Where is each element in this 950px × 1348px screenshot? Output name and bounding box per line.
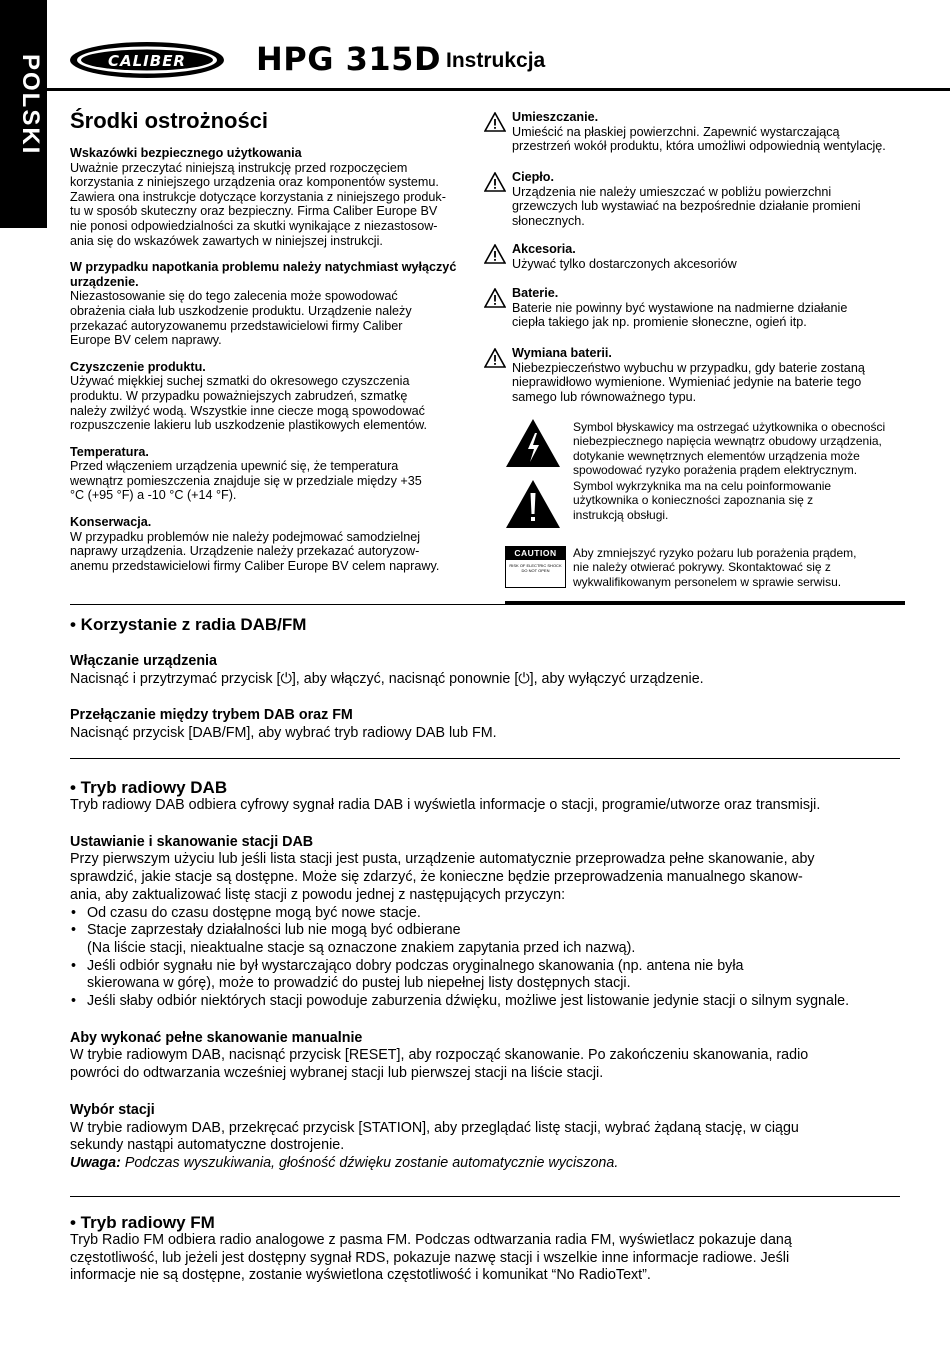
- precaution-title: W przypadku napotkania problemu należy natychmiast wyłączyć urządzenie.: [70, 260, 457, 289]
- text-line: powróci do odtwarzania wcześniej wybranej stacji lub pierwszej stacji na liście stacji.: [70, 1065, 604, 1082]
- text-line: nie należy otwierać pokrywy. Skontaktować się z: [573, 560, 831, 575]
- section-rule: [70, 1196, 900, 1197]
- warning-text: [512, 110, 904, 154]
- warning-text: [512, 242, 904, 271]
- warning-triangle-icon: [484, 244, 506, 264]
- station-select-title: Wybór stacji: [70, 1101, 155, 1118]
- text-line: Baterie nie powinny być wystawione na nadmierne działanie: [512, 300, 848, 315]
- warning-text: [512, 286, 904, 330]
- text-line: (Na liście stacji, nieaktualne stacje są oznaczone znakiem zapytania przed ich nazwą).: [87, 939, 636, 956]
- fm-mode-content: [70, 1232, 905, 1285]
- power-text: Nacisnąć i przytrzymać przycisk [⏻], aby włączyć, nacisnąć ponownie [⏻], aby wyłączyć urządzenie.: [70, 670, 704, 687]
- symbol-text: [573, 420, 905, 478]
- text-line: informacje nie są dostępne, zostanie wyświetlona częstotliwość i komunikat “No RadioText”.: [70, 1267, 651, 1284]
- text-line: ania, aby zaktualizować listę stacji z powodu jednej z następujących przyczyn:: [70, 886, 566, 903]
- precaution-block: [70, 445, 470, 503]
- text-line: W trybie radiowym DAB, przekręcać przycisk [STATION], aby przeglądać listę stacji, wybrać żądaną stację, w ciągu: [70, 1119, 799, 1136]
- note-label: Uwaga:: [70, 1154, 121, 1171]
- text-line: Niebezpieczeństwo wybuchu w przypadku, gdy baterie zostaną: [512, 360, 865, 375]
- precaution-block: [70, 515, 470, 573]
- text-line: niebezpiecznego napięcia wewnątrz obudowy urządzenia,: [573, 434, 882, 449]
- header-rule: [47, 88, 950, 91]
- text-line: użytkownika o konieczności zapoznania się z: [573, 493, 814, 508]
- scan-title: Ustawianie i skanowanie stacji DAB: [70, 833, 314, 850]
- dab-intro: Tryb radiowy DAB odbiera cyfrowy sygnał radia DAB i wyświetla informacje o stacji, programie/utworze oraz transmisji.: [70, 797, 821, 813]
- text-line: nie ponosi odpowiedzialności za skutki wynikające z niezastosow-: [70, 218, 438, 233]
- section-rule: [70, 758, 900, 759]
- text-line: sprawdzić, jakie stacje są dostępne. Może się zdarzyć, że konieczne będzie przeprowadzenia manualnego skanow-: [70, 869, 803, 886]
- text-line: nieprawidłowo wymienione. Wymieniać jedynie na baterie tego: [512, 375, 862, 390]
- warning-triangle-icon: [484, 288, 506, 308]
- text-line: ciepła takiego jak np. promienie słoneczne, ogień itp.: [512, 315, 807, 330]
- scan-text: [70, 851, 905, 904]
- dab-fm-content: [70, 653, 905, 743]
- language-label: POLSKI: [17, 54, 44, 156]
- switch-title: Przełączanie między trybem DAB oraz FM: [70, 707, 353, 724]
- list-item: [70, 922, 905, 957]
- text-line: Tryb Radio FM odbiera radio analogowe z pasma FM. Podczas odtwarzania radia FM, wyświetlacz pokazuje daną: [70, 1232, 792, 1248]
- warning-triangle-icon: [484, 348, 506, 368]
- precaution-title: Wskazówki bezpiecznego użytkowania: [70, 146, 302, 160]
- station-select-text: [70, 1120, 905, 1155]
- precaution-block: [70, 146, 470, 248]
- text-line: rozpuszczenie lakieru lub uszkodzenie plastikowych elementów.: [70, 418, 428, 433]
- text-line: Aby zmniejszyć ryzyko pożaru lub porażenia prądem,: [573, 546, 857, 560]
- note: [70, 1155, 905, 1173]
- warning-item: [484, 242, 904, 271]
- warning-title: Wymiana baterii.: [512, 346, 612, 360]
- text-line: Przy pierwszym użyciu lub jeśli lista stacji jest pusta, urządzenie automatycznie przeprowadza pełne skanowanie, aby: [70, 851, 815, 868]
- warning-text: [512, 346, 904, 404]
- logo-text: CALIBER: [108, 52, 186, 70]
- precaution-title: Czyszczenie produktu.: [70, 359, 206, 374]
- text-line: W trybie radiowym DAB, nacisnąć przycisk [RESET], aby rozpocząć skanowanie. Po zakończeniu skanowania, radio: [70, 1047, 809, 1064]
- symbol-text: [573, 546, 905, 589]
- lightning-warning-icon: [505, 418, 561, 471]
- text-line: produktu. W przypadku poważniejszych zabrudzeń, szmatkę: [70, 388, 408, 403]
- symbol-item: [505, 420, 905, 478]
- caliber-logo: [68, 40, 226, 80]
- warning-triangle-icon: [484, 112, 506, 132]
- warning-title: Akcesoria.: [512, 242, 576, 256]
- text-line: przekazać autoryzowanemu przedstawicielowi firmy Caliber: [70, 318, 403, 333]
- caution-small-text: RISK OF ELECTRIC SHOCK DO NOT OPEN: [509, 563, 562, 573]
- text-line: Umieścić na płaskiej powierzchni. Zapewnić wystarczającą: [512, 124, 840, 139]
- warning-text: [512, 170, 904, 228]
- text-line: • Stacje zaprzestały działalności lub nie mogą być odbierane: [87, 922, 461, 939]
- list-item: [70, 993, 905, 1011]
- text-line: korzystania z niniejszego urządzenia oraz komponentów systemu.: [70, 175, 439, 190]
- power-title: Włączanie urządzenia: [70, 653, 217, 669]
- section-title-dab-fm: • Korzystanie z radia DAB/FM: [70, 615, 307, 634]
- text-line: słonecznych.: [512, 213, 585, 228]
- section-rule: [70, 604, 905, 605]
- text-line: anemu przedstawicielowi firmy Caliber Europe BV celem naprawy.: [70, 558, 440, 573]
- precaution-title: Konserwacja.: [70, 515, 152, 530]
- manual-scan-text: [70, 1047, 905, 1082]
- precautions-left-column: [70, 146, 470, 585]
- text-line: Używać tylko dostarczonych akcesoriów: [512, 256, 737, 271]
- text-line: samego lub równoważnego typu.: [512, 389, 697, 404]
- warning-title: Baterie.: [512, 286, 559, 300]
- text-line: tu w sposób skuteczny oraz bezpieczny. Firma Caliber Europe BV: [70, 204, 438, 219]
- exclamation-warning-icon: [505, 479, 561, 532]
- text-line: obrażenia ciała lub uszkodzenie produktu. Urządzenie należy: [70, 303, 412, 318]
- model-name: HPG 315D: [256, 40, 441, 78]
- text-line: Europe BV celem naprawy.: [70, 333, 222, 348]
- text-line: • Jeśli odbiór sygnału nie był wystarczająco dobry podczas oryginalnego skanowania (np. antena nie była: [87, 957, 744, 974]
- text-line: Urządzenia nie należy umieszczać w pobliżu powierzchni: [512, 184, 832, 199]
- warning-item: [484, 346, 904, 404]
- text-line: częstotliwość, lub jeżeli jest dostępny sygnał RDS, pokazuje nazwę stacji i wszelkie inne informacje radiowe. Jeśli: [70, 1249, 790, 1266]
- warning-item: [484, 110, 904, 154]
- text-line: instrukcją obsługi.: [573, 507, 669, 522]
- text-line: °C (+95 °F) a -10 °C (+14 °F).: [70, 488, 237, 503]
- warning-title: Umieszczanie.: [512, 110, 599, 124]
- caution-label: [505, 546, 566, 588]
- list-item: [70, 905, 905, 923]
- switch-text: Nacisnąć przycisk [DAB/FM], aby wybrać tryb radiowy DAB lub FM.: [70, 725, 497, 742]
- text-line: wykwalifikowanym personelem w sprawie serwisu.: [573, 574, 842, 589]
- precaution-title: Temperatura.: [70, 444, 149, 459]
- document-title: Instrukcja: [446, 49, 546, 72]
- warning-item: [484, 170, 904, 228]
- text-line: grzewczych lub wystawiać na bezpośrednie działanie promieni: [512, 199, 861, 214]
- section-title-fm-mode: • Tryb radiowy FM: [70, 1213, 215, 1232]
- symbol-item: [505, 479, 905, 522]
- text-line: Symbol błyskawicy ma ostrzegać użytkownika o obecności: [573, 420, 886, 434]
- text-line: Niezastosowanie się do tego zalecenia może spowodować: [70, 289, 398, 304]
- text-line: W przypadku problemów nie należy podejmować samodzielnej: [70, 529, 420, 544]
- text-line: skierowana w górę), może to prowadzić do pustej lub niepełnej listy dostępnych stacji.: [87, 975, 631, 992]
- warning-triangle-icon: [484, 172, 506, 192]
- note-text: Podczas wyszukiwania, głośność dźwięku zostanie automatycznie wyciszona.: [120, 1154, 619, 1171]
- precaution-block: [70, 360, 470, 433]
- text-line: Uważnie przeczytać niniejszą instrukcję przed rozpoczęciem: [70, 160, 408, 175]
- precautions-title: Środki ostrożności: [70, 108, 269, 133]
- text-line: należy zwilżyć wodą. Wszystkie inne ciecze mogą spowodować: [70, 403, 425, 418]
- manual-scan-title: Aby wykonać pełne skanowanie manualnie: [70, 1029, 363, 1046]
- symbol-text: [573, 479, 905, 522]
- text-line: • Od czasu do czasu dostępne mogą być nowe stacje.: [87, 904, 421, 921]
- section-title-dab-mode: • Tryb radiowy DAB: [70, 778, 228, 797]
- text-line: Symbol wykrzyknika ma na celu poinformowanie: [573, 479, 832, 493]
- caution-label-text: CAUTION: [506, 547, 565, 560]
- text-line: Używać miękkiej suchej szmatki do okresowego czyszczenia: [70, 374, 410, 389]
- text-line: dotykanie wewnętrznych elementów urządzenia może: [573, 448, 860, 463]
- precaution-block: [70, 260, 470, 348]
- text-line: ania się do wskazówek zawartych w niniejszej instrukcji.: [70, 233, 383, 248]
- dab-mode-content: [70, 797, 905, 1173]
- scan-reasons-list: [70, 905, 905, 1011]
- warning-item: [484, 286, 904, 330]
- text-line: Przed włączeniem urządzenia upewnić się, że temperatura: [70, 459, 399, 474]
- text-line: przestrzeń wokół produktu, która umożliwi odpowiednią wentylację.: [512, 139, 886, 154]
- text-line: • Jeśli słaby odbiór niektórych stacji powoduje zaburzenia dźwięku, możliwe jest listowanie jedynie stacji o silnym sygnale.: [87, 993, 850, 1010]
- text-line: sekundy nastąpi automatyczne dostrojenie.: [70, 1137, 345, 1154]
- language-tab: [0, 0, 47, 228]
- list-item: [70, 958, 905, 993]
- warning-title: Ciepło.: [512, 170, 554, 184]
- text-line: naprawy urządzenia. Urządzenie należy przekazać autoryzow-: [70, 544, 420, 559]
- text-line: wewnątrz pomieszczenia znajduje się w przedziale między +35: [70, 473, 422, 488]
- text-line: Zawiera ona instrukcje dotyczące korzystania z niniejszego produk-: [70, 189, 446, 204]
- text-line: spowodować ryzyko porażenia prądem elektrycznym.: [573, 463, 858, 478]
- symbol-item: [505, 546, 905, 589]
